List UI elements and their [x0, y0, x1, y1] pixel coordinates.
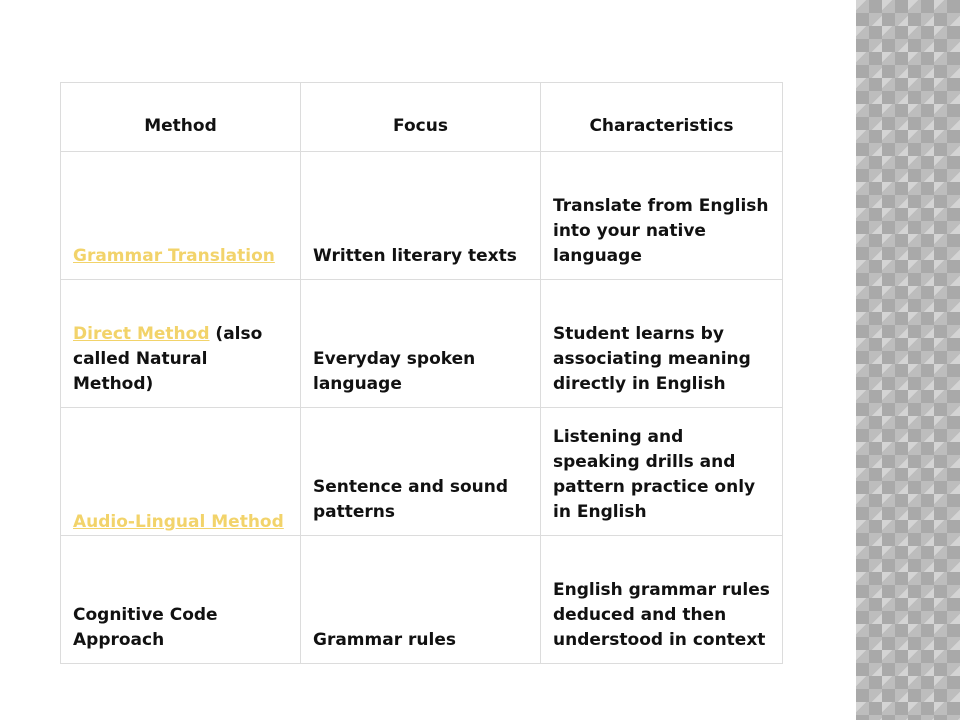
method-link-grammar-translation[interactable]: Grammar Translation: [73, 246, 275, 266]
table-header-row: [61, 83, 783, 152]
method-link-direct-method[interactable]: Direct Method: [73, 324, 210, 344]
characteristics-cell: Student learns by associating meaning directly in English: [541, 280, 783, 408]
method-link-audio-lingual-method[interactable]: Audio-Lingual Method: [73, 512, 284, 532]
methods-table: [60, 82, 783, 664]
method-cell: [61, 152, 301, 280]
table-row: [61, 280, 783, 408]
method-cell: [61, 536, 301, 664]
characteristics-cell: Listening and speaking drills and pattern practice only in English: [541, 408, 783, 536]
method-cell: [61, 280, 301, 408]
characteristics-cell: English grammar rules deduced and then understood in context: [541, 536, 783, 664]
focus-cell: Written literary texts: [301, 152, 541, 280]
method-suffix: (also called Natural Method): [73, 324, 263, 394]
method-suffix: Cognitive Code Approach: [73, 605, 218, 650]
table-row: [61, 536, 783, 664]
header-focus: Focus: [301, 83, 541, 152]
focus-cell: Grammar rules: [301, 536, 541, 664]
focus-cell: Everyday spoken language: [301, 280, 541, 408]
header-method: Method: [61, 83, 301, 152]
table-row: [61, 152, 783, 280]
characteristics-cell: Translate from English into your native language: [541, 152, 783, 280]
focus-cell: Sentence and sound patterns: [301, 408, 541, 536]
method-cell: [61, 408, 301, 536]
header-characteristics: Characteristics: [541, 83, 783, 152]
decorative-diamond-pattern: [856, 0, 960, 720]
table-row: [61, 408, 783, 536]
